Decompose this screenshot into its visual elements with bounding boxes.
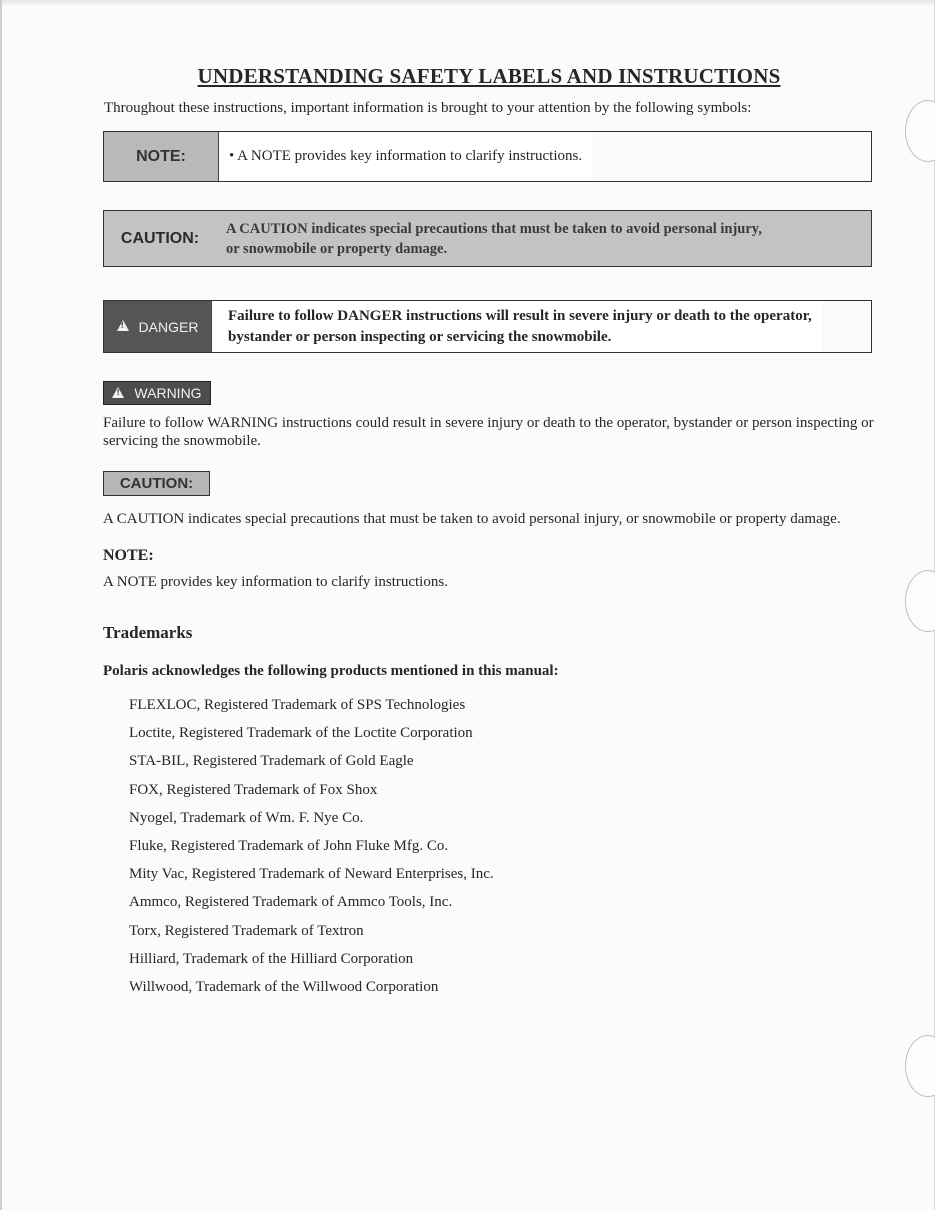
warning-triangle-icon [117,320,129,331]
trademark-item: Loctite, Registered Trademark of the Loctite Corporation [129,725,473,742]
note-box-text: • A NOTE provides key information to clarify instructions. [219,132,592,181]
caution-box-line-2: or snowmobile or property damage. [226,240,448,257]
note-box [103,131,872,182]
trademark-item: Hilliard, Trademark of the Hilliard Corporation [129,950,414,967]
scan-edge-left [0,0,12,1210]
trademark-item: Nyogel, Trademark of Wm. F. Nye Co. [129,809,364,826]
trademark-item: Mity Vac, Registered Trademark of Neward Enterprises, Inc. [129,866,494,883]
caution-tag: CAUTION: [120,229,200,247]
danger-box-text [212,301,822,352]
caution-box-line-1: A CAUTION indicates special precautions that must be taken to avoid personal injury, [226,220,762,237]
danger-tag-label: DANGER [138,318,199,335]
trademark-item: FOX, Registered Trademark of Fox Shox [129,781,378,798]
trademarks-heading: Trademarks [103,623,193,642]
danger-box [103,300,872,353]
warning-text: Failure to follow WARNING instructions could result in severe injury or death to the operator, bystander or person inspecting or servicing the snowmobile. [103,415,874,449]
note-heading: NOTE: [103,547,154,564]
caution-box [103,210,872,267]
trademark-item: Ammco, Registered Trademark of Ammco Tools, Inc. [129,894,453,911]
scan-edge-top [0,0,935,6]
trademark-item: Willwood, Trademark of the Willwood Corporation [129,978,439,995]
trademarks-list [129,694,494,1004]
warning-triangle-icon [112,387,124,398]
trademark-item: STA-BIL, Registered Trademark of Gold Eagle [129,753,414,770]
trademark-item: FLEXLOC, Registered Trademark of SPS Technologies [129,697,466,713]
danger-box-line-1: Failure to follow DANGER instructions will result in severe injury or death to the operator, [228,307,812,324]
page-title: UNDERSTANDING SAFETY LABELS AND INSTRUCTIONS [197,64,781,88]
warning-badge [103,381,211,405]
intro-text: Throughout these instructions, important information is brought to your attention by the following symbols: [104,100,752,116]
caution-box-text [216,211,772,266]
trademark-item: Fluke, Registered Trademark of John Fluke Mfg. Co. [129,837,449,854]
caution-text: A CAUTION indicates special precautions that must be taken to avoid personal injury, or snowmobile or property damage. [103,511,841,527]
danger-tag [104,301,212,352]
note-tag: NOTE: [104,132,219,181]
warning-badge-label: WARNING [134,385,202,401]
danger-box-line-2: bystander or person inspecting or servicing the snowmobile. [228,328,612,345]
caution-badge: CAUTION: [103,471,210,496]
trademark-item: Torx, Registered Trademark of Textron [129,922,364,939]
trademarks-intro: Polaris acknowledges the following products mentioned in this manual: [103,663,559,679]
note-text: A NOTE provides key information to clarify instructions. [103,574,448,590]
